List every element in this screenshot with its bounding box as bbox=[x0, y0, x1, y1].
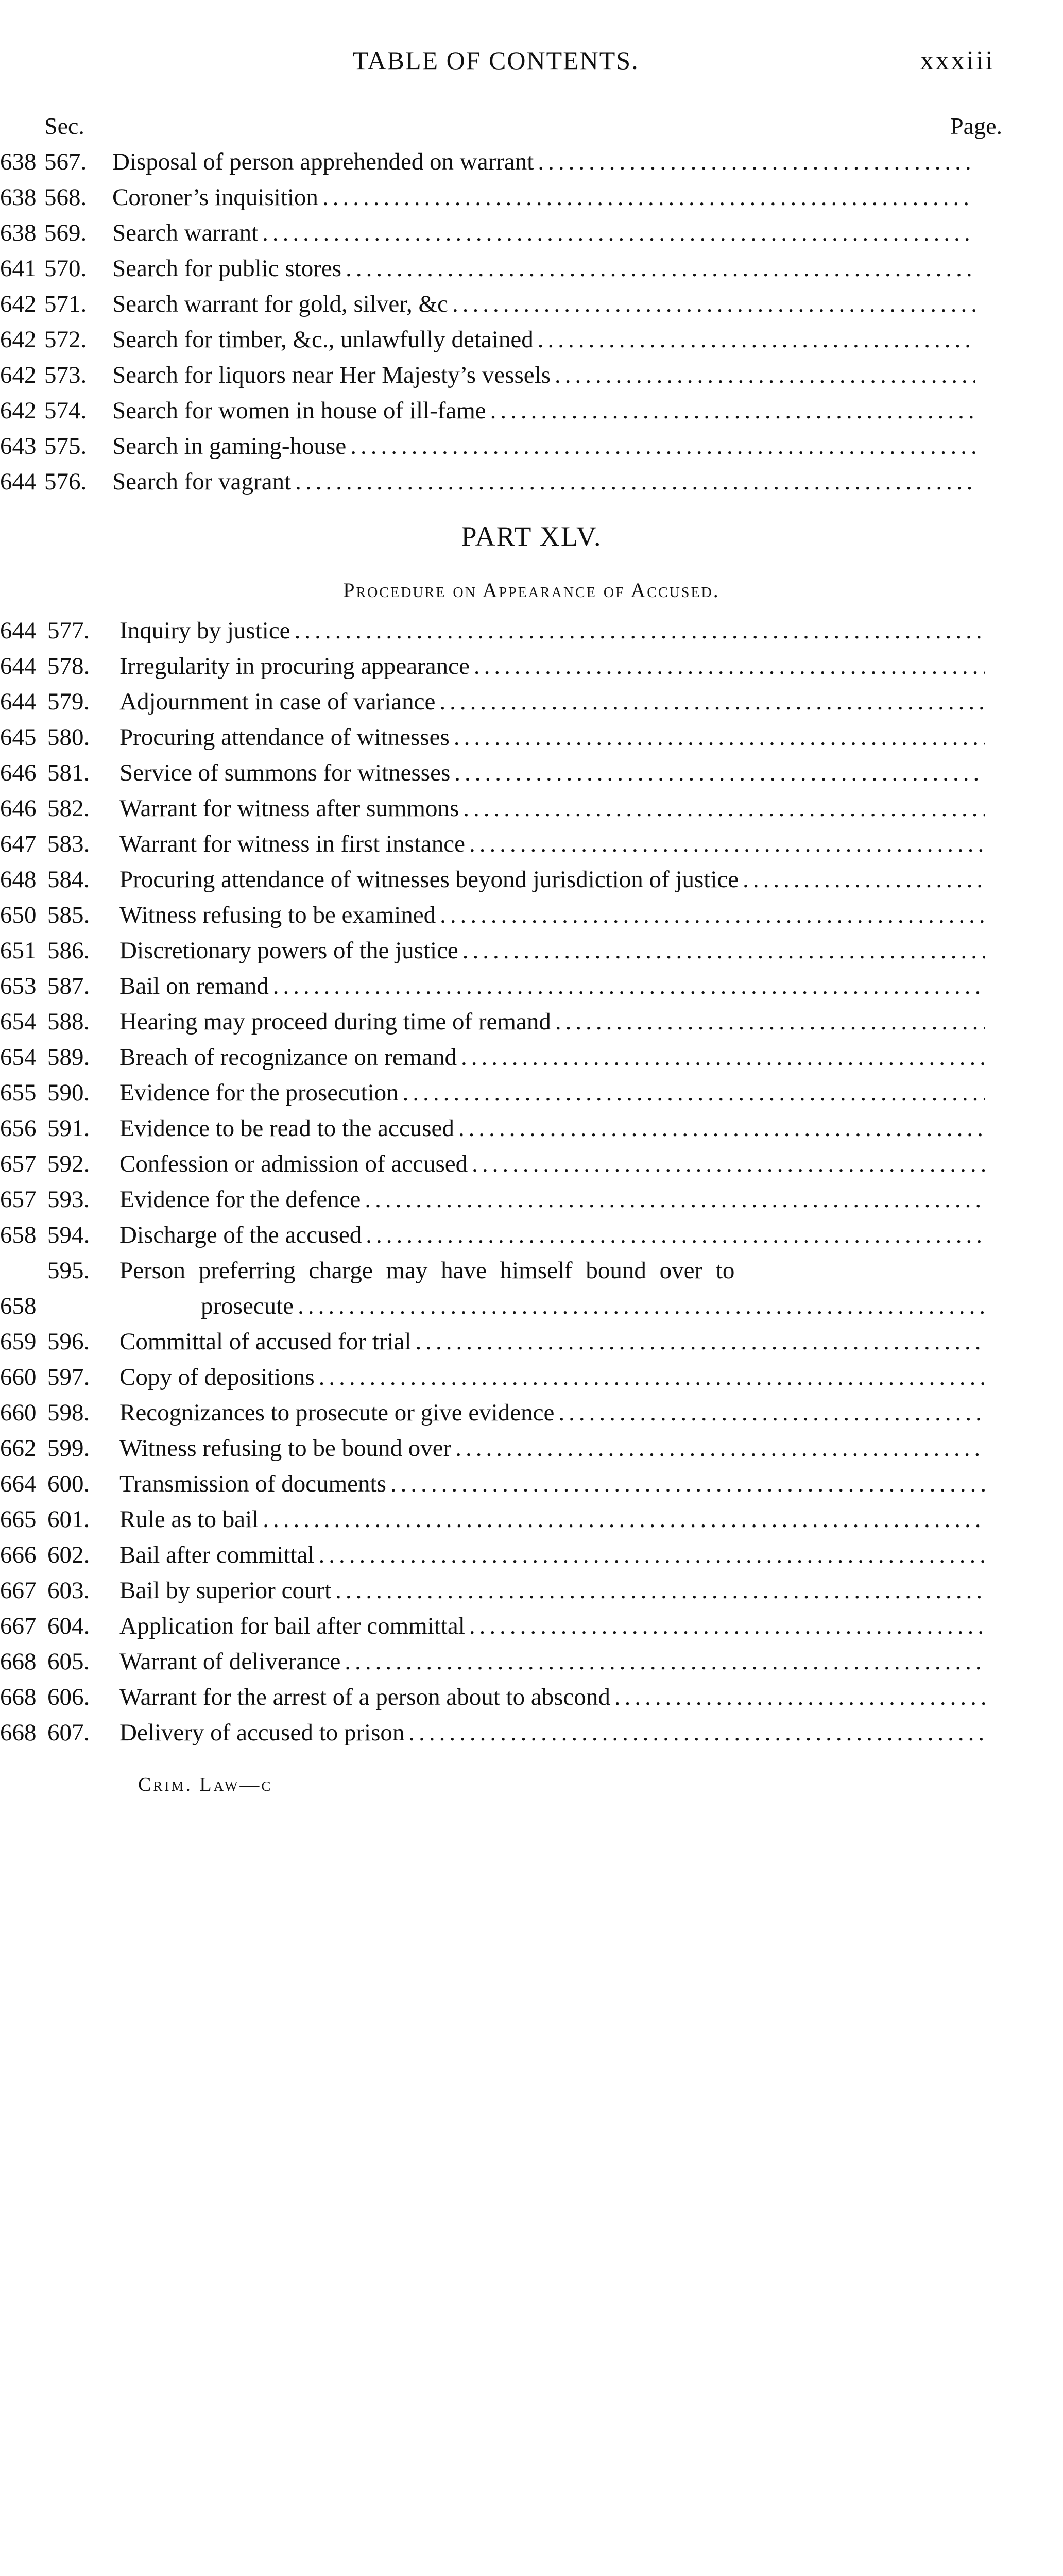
section-number: 606. bbox=[47, 1684, 90, 1710]
toc-entry bbox=[0, 464, 1063, 500]
entry-page-number: 657 bbox=[0, 1150, 37, 1177]
dot-leader bbox=[258, 215, 975, 251]
entry-title: Bail by superior court bbox=[119, 1577, 332, 1604]
section-number: 595. bbox=[47, 1257, 90, 1284]
toc-entry bbox=[0, 933, 1063, 969]
dot-leader bbox=[399, 1075, 985, 1111]
entry-title: Bail after committal bbox=[119, 1541, 315, 1568]
entry-page-number: 668 bbox=[0, 1648, 37, 1675]
entry-page-number: 668 bbox=[0, 1684, 37, 1710]
section-number: 581. bbox=[47, 759, 90, 786]
entry-page-number: 654 bbox=[0, 1008, 37, 1035]
toc-entry bbox=[0, 215, 1063, 251]
entry-title-continuation: prosecute bbox=[201, 1293, 294, 1319]
part-heading: PART XLV. bbox=[461, 521, 602, 552]
entry-page-number: 647 bbox=[0, 831, 37, 857]
dot-leader bbox=[318, 180, 975, 215]
section-number: 571. bbox=[44, 291, 87, 317]
entry-page-number: 646 bbox=[0, 759, 37, 786]
entry-title: Delivery of accused to prison bbox=[119, 1719, 405, 1746]
signature-mark: Crim. Law—c bbox=[138, 1774, 273, 1795]
toc-entry bbox=[0, 393, 1063, 429]
section-number: 593. bbox=[47, 1186, 90, 1213]
toc-entry bbox=[0, 1146, 1063, 1182]
entry-title: Search in gaming-house bbox=[112, 433, 347, 460]
dot-leader bbox=[534, 144, 975, 180]
toc-entry bbox=[0, 755, 1063, 791]
dot-leader bbox=[451, 1431, 985, 1466]
entry-page-number: 668 bbox=[0, 1719, 37, 1746]
toc-entry bbox=[0, 1360, 1063, 1395]
entry-page-number: 638 bbox=[0, 184, 37, 211]
entry-page-number: 642 bbox=[0, 362, 37, 388]
entry-title: Inquiry by justice bbox=[119, 617, 290, 644]
dot-leader bbox=[454, 1111, 985, 1146]
entry-title: Evidence for the prosecution bbox=[119, 1079, 399, 1106]
section-number: 607. bbox=[47, 1719, 90, 1746]
dot-leader bbox=[315, 1360, 985, 1395]
section-number: 574. bbox=[44, 397, 87, 424]
section-number: 597. bbox=[47, 1364, 90, 1391]
toc-entry bbox=[0, 429, 1063, 464]
section-number: 578. bbox=[47, 653, 90, 680]
section-number: 583. bbox=[47, 831, 90, 857]
entry-title: Service of summons for witnesses bbox=[119, 759, 451, 786]
toc-entry bbox=[0, 1395, 1063, 1431]
dot-leader bbox=[341, 251, 975, 286]
entry-page-number: 645 bbox=[0, 724, 37, 751]
entry-title: Evidence to be read to the accused bbox=[119, 1115, 454, 1142]
dot-leader bbox=[362, 1217, 985, 1253]
dot-leader bbox=[291, 464, 975, 500]
entry-title: Breach of recognizance on remand bbox=[119, 1044, 457, 1071]
entry-title: Warrant for the arrest of a person about to abscond bbox=[119, 1684, 610, 1710]
dot-leader bbox=[450, 720, 985, 755]
entry-page-number: 642 bbox=[0, 326, 37, 353]
dot-leader bbox=[435, 684, 985, 720]
entry-page-number: 644 bbox=[0, 617, 37, 644]
entry-title: Evidence for the defence bbox=[119, 1186, 361, 1213]
page-number: xxxiii bbox=[920, 46, 995, 75]
dot-leader bbox=[465, 826, 985, 862]
entry-page-number: 638 bbox=[0, 219, 37, 246]
toc-entry bbox=[0, 1004, 1063, 1040]
toc-entry bbox=[0, 180, 1063, 215]
toc-entry bbox=[0, 862, 1063, 897]
contents-list-before bbox=[0, 144, 1063, 500]
page-column-heading: Page. bbox=[950, 113, 1002, 139]
entry-title: Copy of depositions bbox=[119, 1364, 315, 1391]
dot-leader bbox=[610, 1680, 985, 1715]
dot-leader bbox=[314, 1537, 985, 1573]
entry-title: Search warrant bbox=[112, 219, 259, 246]
toc-entry bbox=[0, 1502, 1063, 1537]
toc-entry bbox=[0, 1040, 1063, 1075]
entry-title: Adjournment in case of variance bbox=[119, 688, 436, 715]
toc-entry bbox=[0, 322, 1063, 358]
entry-title: Recognizances to prosecute or give evidence bbox=[119, 1399, 555, 1426]
section-number: 585. bbox=[47, 902, 90, 928]
dot-leader bbox=[739, 862, 985, 897]
entry-page-number: 646 bbox=[0, 795, 37, 822]
section-number: 567. bbox=[44, 148, 87, 175]
entry-page-number: 638 bbox=[0, 148, 37, 175]
entry-title: Warrant of deliverance bbox=[119, 1648, 341, 1675]
page-title: TABLE OF CONTENTS. bbox=[353, 46, 639, 75]
entry-title: Committal of accused for trial bbox=[119, 1328, 412, 1355]
toc-entry bbox=[0, 791, 1063, 826]
entry-title: Search for liquors near Her Majesty’s vessels bbox=[112, 362, 551, 388]
toc-entry bbox=[0, 286, 1063, 322]
entry-title: Search for women in house of ill-fame bbox=[112, 397, 486, 424]
toc-entry bbox=[0, 649, 1063, 684]
toc-entry bbox=[0, 1324, 1063, 1360]
entry-page-number: 643 bbox=[0, 433, 37, 460]
section-number: 592. bbox=[47, 1150, 90, 1177]
dot-leader bbox=[411, 1324, 985, 1360]
dot-leader bbox=[340, 1644, 985, 1680]
entry-page-number: 667 bbox=[0, 1577, 37, 1604]
entry-title: Search for timber, &c., unlawfully detained bbox=[112, 326, 534, 353]
dot-leader bbox=[551, 1004, 985, 1040]
section-number: 605. bbox=[47, 1648, 90, 1675]
entry-page-number: 644 bbox=[0, 688, 37, 715]
dot-leader bbox=[436, 897, 985, 933]
section-number: 602. bbox=[47, 1541, 90, 1568]
toc-entry bbox=[0, 358, 1063, 393]
entry-title: Person preferring charge may have himself bound over to bbox=[119, 1257, 735, 1284]
dot-leader bbox=[331, 1573, 985, 1608]
entry-page-number: 658 bbox=[0, 1293, 37, 1319]
entry-title: Procuring attendance of witnesses beyond jurisdiction of justice bbox=[119, 866, 739, 893]
entry-title: Transmission of documents bbox=[119, 1470, 386, 1497]
entry-page-number: 642 bbox=[0, 397, 37, 424]
dot-leader bbox=[290, 613, 985, 649]
toc-entry bbox=[0, 969, 1063, 1004]
section-number: 579. bbox=[47, 688, 90, 715]
section-number: 603. bbox=[47, 1577, 90, 1604]
entry-title: Disposal of person apprehended on warrant bbox=[112, 148, 534, 175]
toc-entry bbox=[0, 1253, 1063, 1289]
section-number: 573. bbox=[44, 362, 87, 388]
section-number: 577. bbox=[47, 617, 90, 644]
entry-page-number: 648 bbox=[0, 866, 37, 893]
section-number: 568. bbox=[44, 184, 87, 211]
entry-page-number: 662 bbox=[0, 1435, 37, 1462]
section-number: 580. bbox=[47, 724, 90, 751]
dot-leader bbox=[404, 1715, 985, 1751]
toc-entry bbox=[0, 1680, 1063, 1715]
dot-leader bbox=[294, 1289, 985, 1324]
dot-leader bbox=[551, 358, 975, 393]
section-number: 575. bbox=[44, 433, 87, 460]
section-number: 590. bbox=[47, 1079, 90, 1106]
toc-entry bbox=[0, 1217, 1063, 1253]
entry-page-number: 667 bbox=[0, 1613, 37, 1639]
entry-title: Discharge of the accused bbox=[119, 1222, 362, 1248]
entry-page-number: 653 bbox=[0, 973, 37, 999]
entry-title: Warrant for witness in first instance bbox=[119, 831, 465, 857]
section-number: 587. bbox=[47, 973, 90, 999]
entry-page-number: 665 bbox=[0, 1506, 37, 1533]
entry-title: Confession or admission of accused bbox=[119, 1150, 468, 1177]
dot-leader bbox=[269, 969, 985, 1004]
entry-page-number: 664 bbox=[0, 1470, 37, 1497]
entry-page-number: 657 bbox=[0, 1186, 37, 1213]
section-number: 596. bbox=[47, 1328, 90, 1355]
toc-entry bbox=[0, 144, 1063, 180]
contents-list-after bbox=[0, 613, 1063, 1751]
dot-leader bbox=[450, 755, 985, 791]
entry-page-number: 644 bbox=[0, 468, 37, 495]
section-number: 588. bbox=[47, 1008, 90, 1035]
entry-page-number: 658 bbox=[0, 1222, 37, 1248]
entry-title: Search for public stores bbox=[112, 255, 342, 282]
entry-title: Search warrant for gold, silver, &c bbox=[112, 291, 448, 317]
entry-page-number: 655 bbox=[0, 1079, 37, 1106]
section-column-heading: Sec. bbox=[44, 113, 84, 139]
section-number: 604. bbox=[47, 1613, 90, 1639]
section-number: 600. bbox=[47, 1470, 90, 1497]
toc-entry bbox=[0, 251, 1063, 286]
toc-entry bbox=[0, 1075, 1063, 1111]
entry-title: Witness refusing to be bound over bbox=[119, 1435, 452, 1462]
dot-leader bbox=[259, 1502, 985, 1537]
section-number: 569. bbox=[44, 219, 87, 246]
toc-entry bbox=[0, 1608, 1063, 1644]
toc-entry bbox=[0, 1111, 1063, 1146]
section-number: 598. bbox=[47, 1399, 90, 1426]
toc-entry bbox=[0, 897, 1063, 933]
entry-title: Hearing may proceed during time of remand bbox=[119, 1008, 551, 1035]
entry-page-number: 642 bbox=[0, 291, 37, 317]
toc-entry bbox=[0, 1537, 1063, 1573]
section-number: 582. bbox=[47, 795, 90, 822]
entry-title: Irregularity in procuring appearance bbox=[119, 653, 470, 680]
dot-leader bbox=[468, 1146, 985, 1182]
part-subheading: Procedure on Appearance of Accused. bbox=[343, 579, 720, 602]
toc-entry bbox=[0, 720, 1063, 755]
section-number: 572. bbox=[44, 326, 87, 353]
dot-leader bbox=[459, 791, 985, 826]
dot-leader bbox=[458, 933, 985, 969]
toc-entry bbox=[0, 1573, 1063, 1608]
entry-page-number: 660 bbox=[0, 1364, 37, 1391]
entry-title: Warrant for witness after summons bbox=[119, 795, 459, 822]
section-number: 584. bbox=[47, 866, 90, 893]
toc-entry bbox=[0, 826, 1063, 862]
section-number: 589. bbox=[47, 1044, 90, 1071]
toc-entry bbox=[0, 684, 1063, 720]
toc-entry bbox=[0, 1644, 1063, 1680]
running-header bbox=[0, 45, 1063, 81]
toc-entry-continuation bbox=[0, 1289, 1063, 1324]
dot-leader bbox=[486, 393, 975, 429]
dot-leader bbox=[386, 1466, 985, 1502]
entry-title: Discretionary powers of the justice bbox=[119, 937, 458, 964]
entry-title: Application for bail after committal bbox=[119, 1613, 465, 1639]
dot-leader bbox=[554, 1395, 985, 1431]
entry-page-number: 651 bbox=[0, 937, 37, 964]
section-number: 586. bbox=[47, 937, 90, 964]
entry-title: Coroner’s inquisition bbox=[112, 184, 318, 211]
entry-page-number: 641 bbox=[0, 255, 37, 282]
dot-leader bbox=[534, 322, 975, 358]
dot-leader bbox=[448, 286, 975, 322]
toc-entry bbox=[0, 1182, 1063, 1217]
section-number: 594. bbox=[47, 1222, 90, 1248]
entry-page-number: 666 bbox=[0, 1541, 37, 1568]
toc-entry bbox=[0, 1715, 1063, 1751]
section-number: 591. bbox=[47, 1115, 90, 1142]
toc-entry bbox=[0, 1466, 1063, 1502]
section-number: 576. bbox=[44, 468, 87, 495]
entry-page-number: 650 bbox=[0, 902, 37, 928]
column-headings bbox=[0, 112, 1063, 143]
dot-leader bbox=[346, 429, 975, 464]
entry-page-number: 654 bbox=[0, 1044, 37, 1071]
entry-title: Search for vagrant bbox=[112, 468, 292, 495]
entry-page-number: 659 bbox=[0, 1328, 37, 1355]
entry-title: Bail on remand bbox=[119, 973, 269, 999]
section-number: 599. bbox=[47, 1435, 90, 1462]
entry-page-number: 656 bbox=[0, 1115, 37, 1142]
entry-page-number: 644 bbox=[0, 653, 37, 680]
dot-leader bbox=[465, 1608, 985, 1644]
entry-title: Witness refusing to be examined bbox=[119, 902, 436, 928]
dot-leader bbox=[470, 649, 985, 684]
toc-entry bbox=[0, 613, 1063, 649]
dot-leader bbox=[361, 1182, 985, 1217]
entry-page-number: 660 bbox=[0, 1399, 37, 1426]
dot-leader bbox=[457, 1040, 985, 1075]
entry-title: Rule as to bail bbox=[119, 1506, 259, 1533]
toc-entry bbox=[0, 1431, 1063, 1466]
section-number: 601. bbox=[47, 1506, 90, 1533]
entry-title: Procuring attendance of witnesses bbox=[119, 724, 450, 751]
section-number: 570. bbox=[44, 255, 87, 282]
